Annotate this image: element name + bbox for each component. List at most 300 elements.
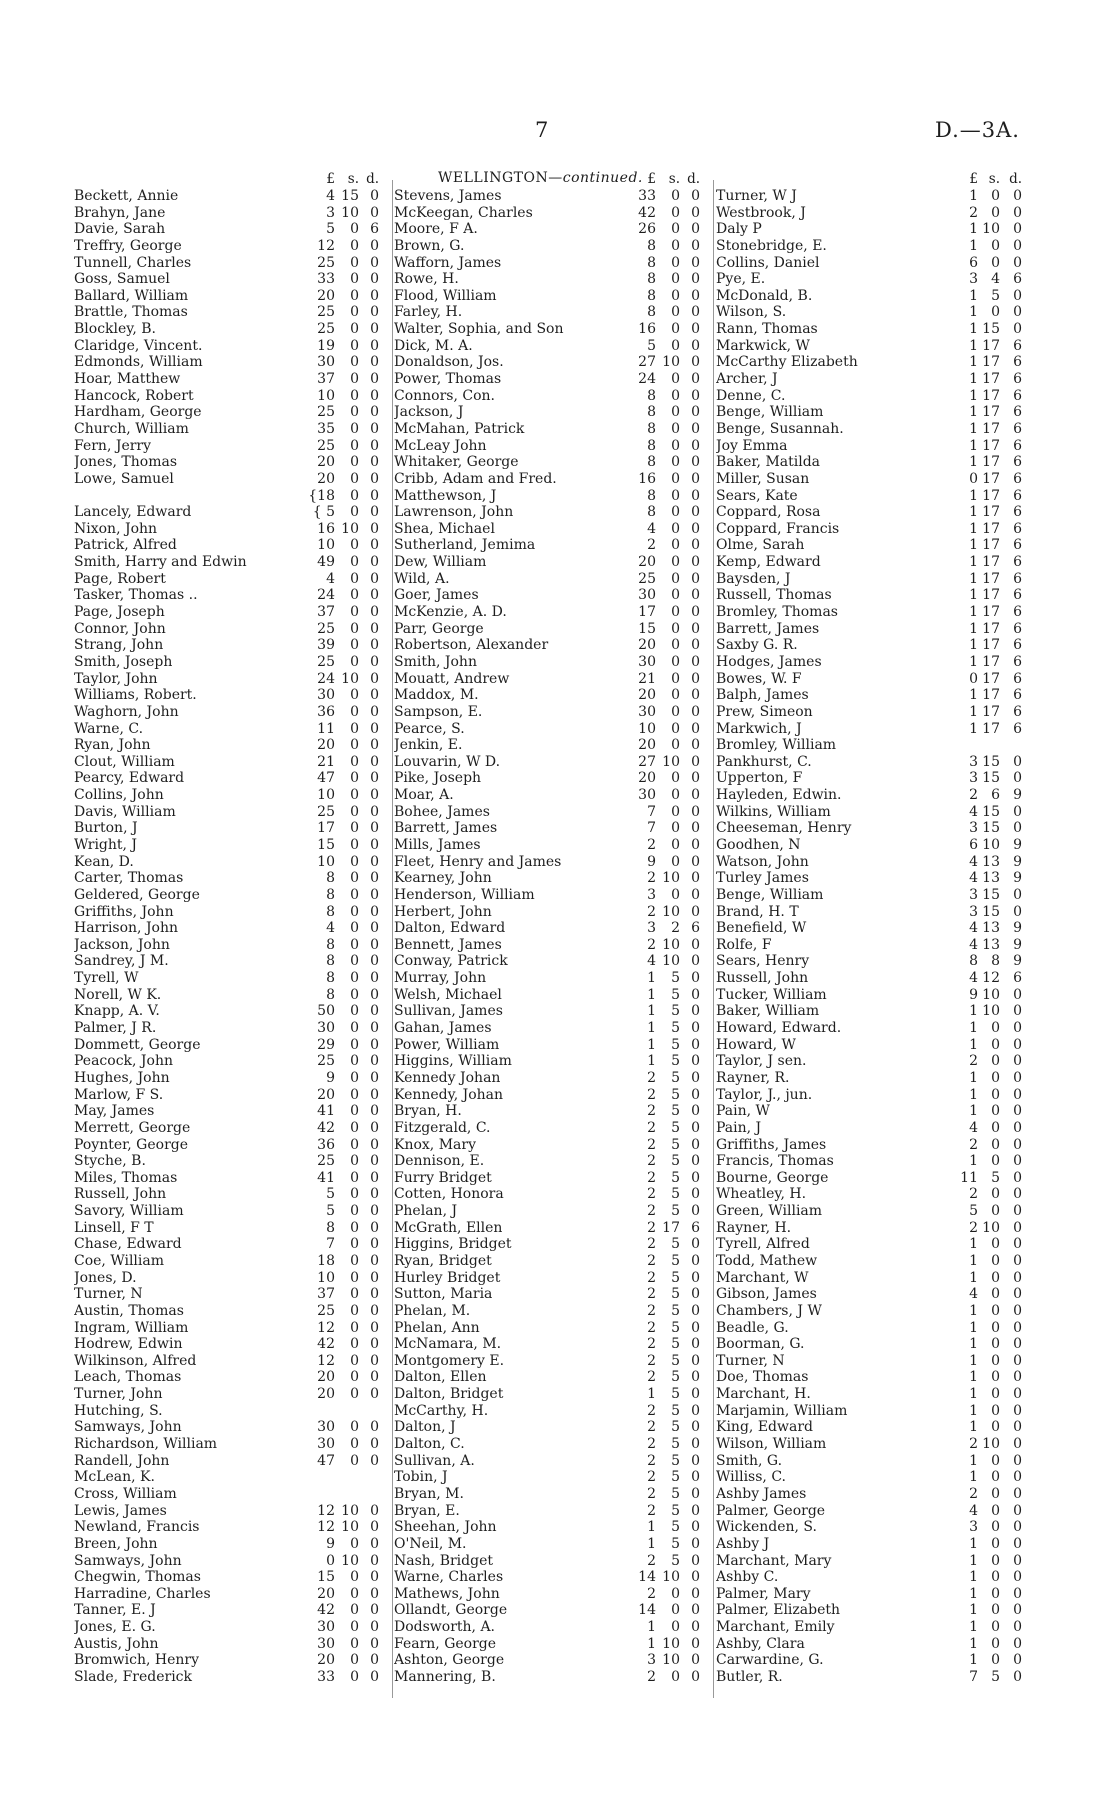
- entry-shillings: 10: [341, 1502, 359, 1519]
- entry-name: Bourne, George: [716, 1169, 829, 1186]
- entry-shillings: 0: [350, 1119, 359, 1136]
- entry-pence: 0: [370, 653, 379, 670]
- ledger-row: [74, 1519, 379, 1536]
- entry-name: Higgins, William: [394, 1053, 512, 1070]
- entry-name: Samways, John: [74, 1419, 182, 1436]
- entry-shillings: 5: [671, 1402, 680, 1419]
- ledger-row: [394, 637, 700, 654]
- entry-pounds: 49: [317, 554, 335, 571]
- entry-shillings: 10: [662, 1635, 680, 1652]
- entry-pounds: 8: [326, 970, 335, 987]
- entry-pence: 0: [691, 1086, 700, 1103]
- entry-pence: 0: [691, 1103, 700, 1120]
- entry-name: Sears, Henry: [716, 953, 810, 970]
- entry-name: Phelan, J: [394, 1203, 458, 1220]
- ledger-row: [74, 1353, 379, 1370]
- entry-pounds: 1: [969, 1253, 978, 1269]
- shillings-heading: s.: [988, 171, 1000, 187]
- entry-pence: 0: [691, 1036, 700, 1053]
- entry-pounds: 1: [969, 687, 978, 704]
- entry-name: Higgins, Bridget: [394, 1236, 512, 1253]
- entry-name: Rayner, R.: [716, 1069, 790, 1086]
- entry-pounds: 3: [969, 271, 978, 288]
- ledger-row: [394, 554, 700, 571]
- entry-name: Pike, Joseph: [394, 770, 482, 787]
- entry-name: Ashby, Clara: [716, 1635, 805, 1652]
- entry-pounds: 9: [326, 1535, 335, 1552]
- pence-heading: d.: [1009, 171, 1022, 187]
- entry-pounds: 20: [317, 1652, 335, 1669]
- entry-pence: 6: [1013, 720, 1022, 737]
- entry-pounds: 10: [317, 1269, 335, 1286]
- ledger-row: [716, 404, 1022, 421]
- entry-shillings: 0: [991, 1635, 1000, 1652]
- entry-pounds: 1: [969, 437, 978, 454]
- entry-pence: 0: [1013, 1253, 1022, 1269]
- entry-pence: 0: [1013, 221, 1022, 238]
- ledger-row: [394, 504, 700, 521]
- entry-pounds: 47: [317, 1452, 335, 1469]
- entry-pence: 0: [370, 1452, 379, 1469]
- entry-pounds: 25: [317, 304, 335, 321]
- entry-shillings: 0: [350, 853, 359, 870]
- entry-shillings: 5: [671, 1519, 680, 1536]
- ledger-row: [394, 970, 700, 987]
- entry-pounds: 2: [647, 1485, 656, 1502]
- ledger-row: [716, 887, 1022, 904]
- entry-pounds: 8: [647, 387, 656, 404]
- entry-pounds: 2: [647, 1469, 656, 1486]
- entry-pounds: 8: [647, 454, 656, 471]
- entry-name: Page, Robert: [74, 570, 166, 587]
- entry-shillings: 0: [350, 570, 359, 587]
- entry-pounds: 12: [317, 1319, 335, 1336]
- entry-pence: 0: [691, 604, 700, 621]
- ledger-row: [74, 438, 379, 455]
- entry-name: Dalton, Edward: [394, 920, 506, 937]
- entry-shillings: 0: [671, 504, 680, 521]
- entry-shillings: 5: [671, 1485, 680, 1502]
- entry-pence: 0: [370, 304, 379, 321]
- entry-pounds: 9: [647, 853, 656, 870]
- entry-name: Palmer, Mary: [716, 1585, 811, 1602]
- entry-name: Taylor, J sen.: [716, 1053, 807, 1070]
- entry-name: Merrett, George: [74, 1119, 191, 1136]
- entry-shillings: 10: [341, 204, 359, 221]
- entry-name: Rowe, H.: [394, 271, 459, 288]
- ledger-row: [716, 604, 1022, 621]
- entry-name: Marchant, H.: [716, 1386, 811, 1403]
- column-3: [716, 171, 1022, 1686]
- entry-pounds: 5: [326, 1186, 335, 1203]
- entry-pence: 0: [370, 470, 379, 487]
- ledger-row: [74, 654, 379, 671]
- entry-name: Butler, R.: [716, 1669, 783, 1686]
- ledger-row: [716, 371, 1022, 388]
- entry-pounds: 1: [969, 1402, 978, 1419]
- entry-pence: 0: [1013, 1652, 1022, 1669]
- entry-shillings: 5: [671, 1419, 680, 1436]
- entry-shillings: 0: [350, 1652, 359, 1669]
- ledger-row: [716, 970, 1022, 987]
- entry-shillings: 17: [982, 670, 1000, 687]
- entry-name: Palmer, George: [716, 1502, 826, 1519]
- entry-name: [74, 488, 299, 505]
- entry-pounds: 1: [969, 1352, 978, 1369]
- shillings-heading: s.: [347, 171, 359, 187]
- entry-pence: 0: [691, 803, 700, 820]
- ledger-row: [394, 471, 700, 488]
- entry-pence: [359, 1469, 379, 1486]
- entry-pounds: 1: [969, 454, 978, 471]
- ledger-row: [74, 271, 379, 288]
- entry-pounds: 3: [969, 886, 978, 903]
- entry-name: McKenzie, A. D.: [394, 604, 507, 621]
- entry-name: Davie, Sarah: [74, 221, 166, 238]
- entry-shillings: 0: [671, 321, 680, 338]
- entry-name: Ballard, William: [74, 287, 189, 304]
- entry-pence: 0: [691, 204, 700, 221]
- entry-shillings: 0: [671, 1585, 680, 1602]
- entry-pence: 0: [370, 504, 379, 521]
- entry-pence: 0: [691, 537, 700, 554]
- entry-name: Chegwin, Thomas: [74, 1569, 201, 1586]
- ledger-row: [74, 1236, 379, 1253]
- entry-pence: 6: [1013, 687, 1022, 704]
- entry-pounds: [299, 1403, 335, 1420]
- ledger-row: [394, 621, 700, 638]
- entry-name: Wild, A.: [394, 570, 450, 587]
- ledger-row: [716, 870, 1022, 887]
- entry-shillings: 10: [982, 836, 1000, 853]
- ledger-row: [394, 604, 700, 621]
- entry-pounds: 17: [638, 604, 656, 621]
- ledger-row: [716, 854, 1022, 871]
- entry-pence: 0: [370, 1119, 379, 1136]
- entry-pence: 0: [370, 1020, 379, 1037]
- entry-name: Power, William: [394, 1036, 500, 1053]
- ledger-row: [394, 271, 700, 288]
- entry-pence: 0: [370, 1286, 379, 1303]
- entry-shillings: 15: [982, 803, 1000, 820]
- entry-pounds: 1: [969, 1619, 978, 1636]
- entry-pence: 0: [691, 254, 700, 271]
- ledger-row: [716, 1569, 1022, 1586]
- entry-pounds: 3: [969, 1519, 978, 1536]
- ledger-row: [716, 188, 1022, 205]
- entry-pounds: 1: [969, 1652, 978, 1669]
- ledger-row: [74, 1203, 379, 1220]
- ledger-row: [716, 1170, 1022, 1187]
- entry-pence: 0: [1013, 1269, 1022, 1286]
- entry-pence: 0: [370, 1535, 379, 1552]
- entry-pounds: 1: [647, 1036, 656, 1053]
- entry-pounds: 1: [969, 1369, 978, 1386]
- entry-shillings: 5: [671, 1535, 680, 1552]
- entry-shillings: 0: [350, 254, 359, 271]
- entry-pounds: 8: [326, 953, 335, 970]
- ledger-row: [716, 1153, 1022, 1170]
- ledger-row: [394, 571, 700, 588]
- section-title-continued: continued.: [562, 170, 643, 186]
- entry-name: Dodsworth, A.: [394, 1619, 496, 1636]
- entry-pounds: 26: [638, 221, 656, 238]
- ledger-row: [394, 205, 700, 222]
- entry-name: Phelan, M.: [394, 1302, 471, 1319]
- entry-shillings: 15: [982, 753, 1000, 770]
- entry-pounds: 39: [317, 637, 335, 654]
- ledger-row: [394, 1586, 700, 1603]
- ledger-row: [716, 1303, 1022, 1320]
- ledger-row: [394, 1602, 700, 1619]
- entry-name: Beckett, Annie: [74, 188, 179, 204]
- entry-name: Ingram, William: [74, 1319, 189, 1336]
- ledger-row: [74, 1253, 379, 1270]
- entry-name: Harradine, Charles: [74, 1585, 211, 1602]
- document-reference: D.—3A.: [935, 118, 1020, 142]
- entry-name: Joy Emma: [716, 437, 788, 454]
- entry-shillings: 5: [671, 1253, 680, 1269]
- entry-name: Phelan, Ann: [394, 1319, 480, 1336]
- ledger-row: [716, 820, 1022, 837]
- entry-shillings: 0: [671, 637, 680, 654]
- entry-shillings: 17: [982, 354, 1000, 371]
- ledger-row: [394, 438, 700, 455]
- ledger-row: [394, 1669, 700, 1686]
- entry-pounds: 2: [647, 1269, 656, 1286]
- entry-pounds: 1: [969, 304, 978, 321]
- ledger-row: [716, 1070, 1022, 1087]
- ledger-row: [74, 255, 379, 272]
- entry-name: Daly P: [716, 221, 762, 238]
- ledger-row: [716, 1586, 1022, 1603]
- entry-shillings: 0: [991, 1619, 1000, 1636]
- entry-pounds: 8: [647, 287, 656, 304]
- ledger-row: [394, 671, 700, 688]
- entry-name: Marchant, Mary: [716, 1552, 832, 1569]
- entry-shillings: 0: [350, 237, 359, 254]
- entry-shillings: 10: [662, 1652, 680, 1669]
- ledger-row: [394, 1303, 700, 1320]
- ledger-row: [394, 1553, 700, 1570]
- entry-shillings: 0: [671, 371, 680, 388]
- entry-shillings: 0: [350, 1219, 359, 1236]
- ledger-row: [716, 987, 1022, 1004]
- entry-name: Savory, William: [74, 1203, 184, 1220]
- entry-shillings: 17: [982, 537, 1000, 554]
- entry-pounds: 4: [647, 953, 656, 970]
- ledger-row: [74, 754, 379, 771]
- entry-shillings: 8: [991, 953, 1000, 970]
- entry-pence: 0: [1013, 1569, 1022, 1586]
- entry-pence: 6: [1013, 387, 1022, 404]
- entry-name: Mannering, B.: [394, 1669, 496, 1686]
- entry-name: Hughes, John: [74, 1069, 170, 1086]
- entry-pounds: [948, 737, 978, 754]
- entry-pence: 0: [1013, 1086, 1022, 1103]
- entry-name: Conway, Patrick: [394, 953, 508, 970]
- entry-name: Williss, C.: [716, 1469, 786, 1486]
- entry-name: Coppard, Francis: [716, 520, 840, 537]
- entry-pounds: [299, 1469, 335, 1486]
- entry-pence: 6: [1013, 437, 1022, 454]
- entry-pence: 0: [370, 820, 379, 837]
- entry-pounds: 20: [317, 470, 335, 487]
- ledger-row: [394, 1186, 700, 1203]
- entry-name: Hayleden, Edwin.: [716, 787, 842, 804]
- entry-shillings: 13: [982, 870, 1000, 887]
- entry-name: Taylor, J., jun.: [716, 1086, 813, 1103]
- entry-pence: 0: [1013, 1352, 1022, 1369]
- entry-name: Peacock, John: [74, 1053, 173, 1070]
- entry-shillings: 0: [350, 1619, 359, 1636]
- entry-pounds: 1: [969, 1036, 978, 1053]
- entry-name: Ryan, Bridget: [394, 1253, 492, 1269]
- entry-shillings: 17: [982, 420, 1000, 437]
- entry-shillings: 0: [350, 770, 359, 787]
- entry-name: Sears, Kate: [716, 487, 798, 504]
- ledger-row: [74, 854, 379, 871]
- entry-shillings: 5: [671, 1502, 680, 1519]
- entry-pounds: 42: [317, 1602, 335, 1619]
- entry-pounds: 9: [969, 986, 978, 1003]
- entry-shillings: 10: [341, 670, 359, 687]
- entry-name: Markwick, W: [716, 337, 810, 354]
- entry-shillings: 17: [982, 587, 1000, 604]
- entry-shillings: 0: [671, 554, 680, 571]
- ledger-row: [394, 454, 700, 471]
- entry-shillings: 0: [991, 1519, 1000, 1536]
- entry-name: Mills, James: [394, 836, 481, 853]
- entry-pence: 6: [1013, 587, 1022, 604]
- entry-pounds: 30: [638, 703, 656, 720]
- entry-pounds: 1: [969, 637, 978, 654]
- entry-pounds: 2: [647, 1169, 656, 1186]
- ledger-row: [394, 754, 700, 771]
- entry-shillings: 5: [671, 1452, 680, 1469]
- entry-name: Leach, Thomas: [74, 1369, 182, 1386]
- entry-name: Williams, Robert.: [74, 687, 197, 704]
- entry-pounds: 1: [969, 371, 978, 388]
- entry-name: Howard, W: [716, 1036, 796, 1053]
- entry-name: Sutton, Maria: [394, 1286, 493, 1303]
- entry-name: Stonebridge, E.: [716, 237, 827, 254]
- entry-name: Lowe, Samuel: [74, 470, 174, 487]
- ledger-row: [74, 920, 379, 937]
- entry-name: Turner, W J: [716, 188, 797, 204]
- entry-shillings: 0: [350, 1602, 359, 1619]
- entry-shillings: 0: [671, 420, 680, 437]
- entry-pounds: 20: [317, 1369, 335, 1386]
- entry-pounds: 2: [647, 1402, 656, 1419]
- ledger-row: [716, 1669, 1022, 1686]
- ledger-row: [74, 1369, 379, 1386]
- entry-shillings: 0: [350, 504, 359, 521]
- entry-pounds: 1: [969, 1302, 978, 1319]
- ledger-row: [716, 1619, 1022, 1636]
- entry-pence: 0: [691, 1236, 700, 1253]
- ledger-row: [394, 820, 700, 837]
- entry-name: Tyrell, Alfred: [716, 1236, 810, 1253]
- entry-pence: 6: [1013, 420, 1022, 437]
- entry-shillings: 0: [991, 1652, 1000, 1669]
- entry-shillings: 0: [991, 1236, 1000, 1253]
- entry-name: Miller, Susan: [716, 470, 810, 487]
- entry-name: Treffry, George: [74, 237, 182, 254]
- entry-pence: 0: [691, 1286, 700, 1303]
- entry-name: Brattle, Thomas: [74, 304, 188, 321]
- pounds-heading: £: [647, 171, 656, 187]
- ledger-row: [74, 1486, 379, 1503]
- entry-shillings: 4: [991, 271, 1000, 288]
- entry-pounds: 1: [969, 653, 978, 670]
- entry-shillings: 5: [671, 1186, 680, 1203]
- entry-shillings: 17: [982, 387, 1000, 404]
- entry-pence: 0: [691, 1136, 700, 1153]
- entry-pence: 0: [691, 753, 700, 770]
- ledger-row: [74, 554, 379, 571]
- entry-shillings: 0: [350, 1053, 359, 1070]
- ledger-row: [74, 621, 379, 638]
- entry-shillings: 5: [671, 1319, 680, 1336]
- entry-shillings: 0: [671, 737, 680, 754]
- entry-name: Brahyn, Jane: [74, 204, 166, 221]
- entry-shillings: 0: [350, 1269, 359, 1286]
- entry-name: Goodhen, N: [716, 836, 801, 853]
- entry-name: Connor, John: [74, 620, 166, 637]
- entry-name: Turner, John: [74, 1386, 163, 1403]
- entry-shillings: 17: [982, 371, 1000, 388]
- entry-shillings: 5: [671, 1236, 680, 1253]
- entry-pounds: 3: [969, 903, 978, 920]
- entry-shillings: 0: [671, 1602, 680, 1619]
- ledger-row: [716, 1419, 1022, 1436]
- entry-shillings: 5: [671, 1386, 680, 1403]
- ledger-row: [716, 1369, 1022, 1386]
- entry-pounds: 27: [638, 753, 656, 770]
- entry-shillings: 0: [350, 1153, 359, 1170]
- entry-pence: 0: [691, 1652, 700, 1669]
- entry-name: Tasker, Thomas ..: [74, 587, 198, 604]
- entry-pounds: 0: [326, 1552, 335, 1569]
- entry-pounds: 30: [317, 354, 335, 371]
- ledger-row: [74, 787, 379, 804]
- entry-pounds: 25: [317, 1053, 335, 1070]
- entry-pounds: 1: [969, 287, 978, 304]
- entry-pounds: 20: [317, 1386, 335, 1403]
- entry-name: Collins, Daniel: [716, 254, 820, 271]
- ledger-row: [394, 1636, 700, 1653]
- entry-name: Chase, Edward: [74, 1236, 182, 1253]
- entry-pounds: 8: [326, 870, 335, 887]
- entry-pence: 0: [1013, 1069, 1022, 1086]
- entry-pence: 0: [1013, 986, 1022, 1003]
- entry-pence: 0: [1013, 1419, 1022, 1436]
- entry-pounds: 3: [647, 886, 656, 903]
- entry-pounds: 8: [326, 903, 335, 920]
- entry-name: Tunnell, Charles: [74, 254, 192, 271]
- entry-name: Parr, George: [394, 620, 484, 637]
- entry-pence: 0: [1013, 1319, 1022, 1336]
- entry-pounds: 1: [969, 1635, 978, 1652]
- ledger-row: [74, 1087, 379, 1104]
- entry-pence: 6: [1013, 537, 1022, 554]
- entry-name: Newland, Francis: [74, 1519, 200, 1536]
- entry-name: Wilkinson, Alfred: [74, 1352, 197, 1369]
- entry-name: Dick, M. A.: [394, 337, 473, 354]
- entry-pence: 0: [370, 1169, 379, 1186]
- entry-pounds: 5: [969, 1203, 978, 1220]
